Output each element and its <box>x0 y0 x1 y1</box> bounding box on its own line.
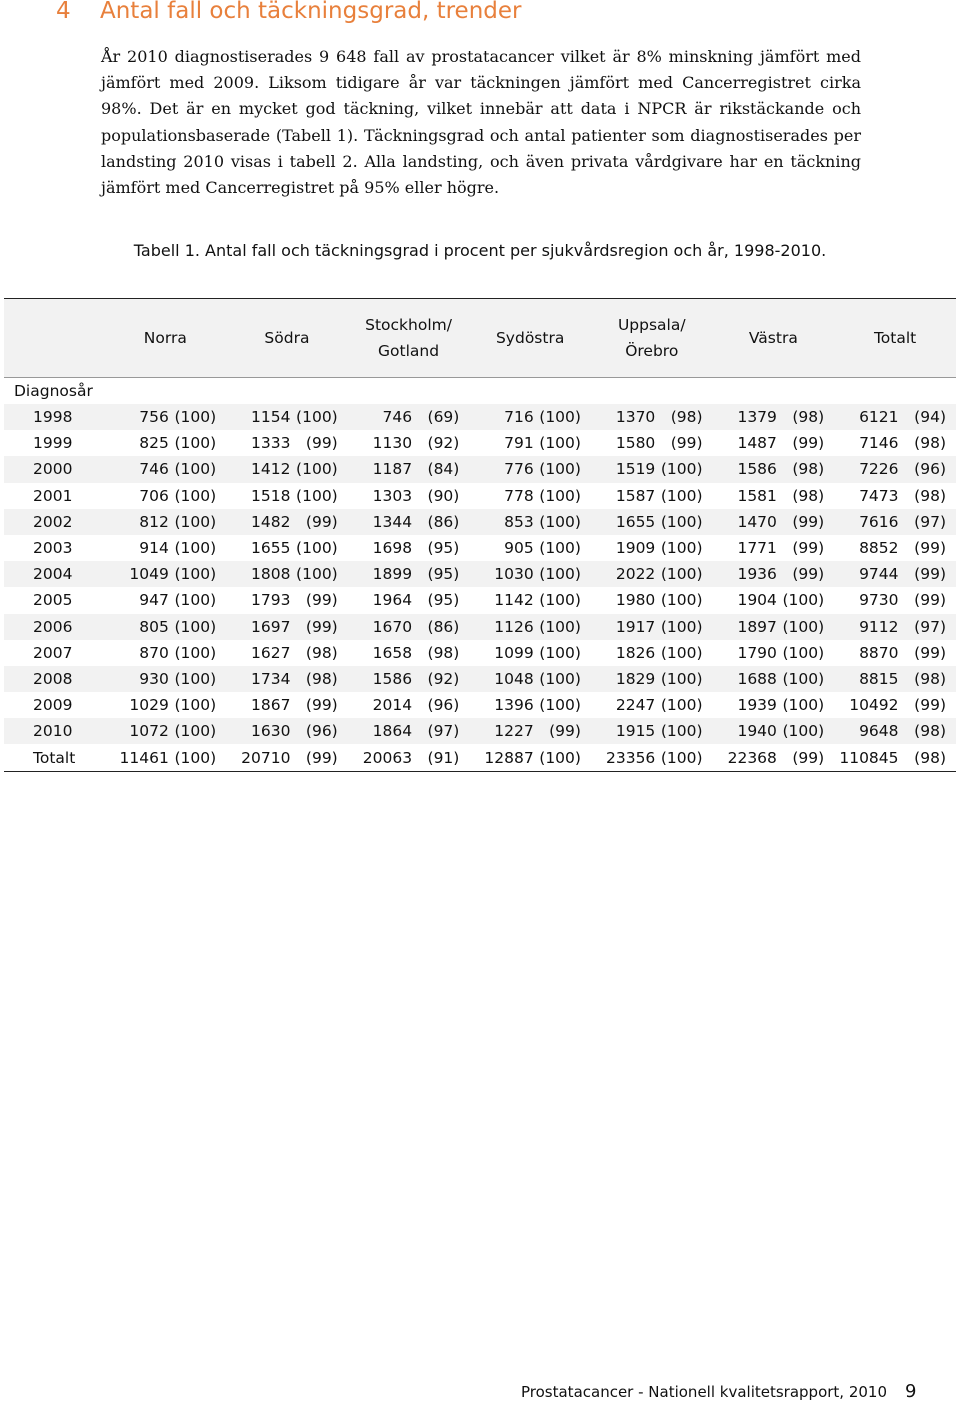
cell-count: 1698 <box>348 535 416 561</box>
cell-count: 1630 <box>226 718 294 744</box>
cell-count: 947 <box>105 587 173 613</box>
cell-count: 1379 <box>713 404 781 430</box>
cell-coverage: (100) <box>659 692 712 718</box>
cell-coverage: (100) <box>781 640 834 666</box>
table-row <box>4 666 956 692</box>
cell-count: 1829 <box>591 666 659 692</box>
cell-coverage: (100) <box>538 614 591 640</box>
footer-text: Prostatacancer - Nationell kvalitetsrapport, 2010 <box>521 1383 888 1401</box>
cell-count: 1072 <box>105 718 173 744</box>
cell-coverage: (100) <box>659 535 712 561</box>
cell-coverage: (95) <box>416 561 469 587</box>
cell-count: 914 <box>105 535 173 561</box>
page-number: 9 <box>905 1381 917 1402</box>
header-corner <box>4 299 105 378</box>
cell-coverage: (100) <box>294 535 347 561</box>
row-label: 2010 <box>4 718 105 744</box>
cell-count: 1697 <box>226 614 294 640</box>
cell-count: 1899 <box>348 561 416 587</box>
table-row <box>4 744 956 771</box>
cell-count: 10492 <box>834 692 902 718</box>
cell-count: 1470 <box>713 509 781 535</box>
cell-count: 1964 <box>348 587 416 613</box>
cell-coverage: (100) <box>781 587 834 613</box>
cell-count: 1518 <box>226 483 294 509</box>
cell-coverage: (100) <box>173 718 226 744</box>
cell-count: 1940 <box>713 718 781 744</box>
cell-coverage: (100) <box>538 561 591 587</box>
row-label: 2005 <box>4 587 105 613</box>
cell-coverage: (99) <box>659 430 712 456</box>
cell-coverage: (98) <box>781 456 834 482</box>
cell-count: 1396 <box>469 692 537 718</box>
row-label: 2001 <box>4 483 105 509</box>
cell-count: 905 <box>469 535 537 561</box>
cell-coverage: (90) <box>416 483 469 509</box>
cell-count: 1586 <box>713 456 781 482</box>
cell-count: 776 <box>469 456 537 482</box>
row-label: 2004 <box>4 561 105 587</box>
cell-count: 1897 <box>713 614 781 640</box>
cell-count: 6121 <box>834 404 902 430</box>
cell-coverage: (100) <box>659 456 712 482</box>
cell-count: 870 <box>105 640 173 666</box>
cell-count: 7473 <box>834 483 902 509</box>
column-header: Stockholm/ Gotland <box>348 299 470 378</box>
cell-coverage: (100) <box>659 614 712 640</box>
cell-coverage: (100) <box>538 640 591 666</box>
cell-count: 746 <box>348 404 416 430</box>
cell-coverage: (100) <box>173 509 226 535</box>
cell-coverage: (98) <box>781 404 834 430</box>
cell-count: 8870 <box>834 640 902 666</box>
section-number: 4 <box>56 0 71 24</box>
cell-count: 20063 <box>348 744 416 771</box>
cell-coverage: (99) <box>781 744 834 771</box>
cell-count: 22368 <box>713 744 781 771</box>
cell-count: 1580 <box>591 430 659 456</box>
cell-count: 1904 <box>713 587 781 613</box>
row-label: 2002 <box>4 509 105 535</box>
cell-count: 1627 <box>226 640 294 666</box>
cell-count: 746 <box>105 456 173 482</box>
cell-coverage: (99) <box>781 430 834 456</box>
cell-coverage: (99) <box>538 718 591 744</box>
row-group-label-row <box>4 378 956 405</box>
row-group-label: Diagnosår <box>14 382 93 400</box>
cell-coverage: (95) <box>416 587 469 613</box>
cell-coverage: (100) <box>173 744 226 771</box>
cell-count: 1370 <box>591 404 659 430</box>
table-row <box>4 692 956 718</box>
section-heading <box>56 0 522 24</box>
cell-coverage: (100) <box>173 535 226 561</box>
cell-count: 110845 <box>834 744 902 771</box>
cell-count: 1412 <box>226 456 294 482</box>
cell-count: 1586 <box>348 666 416 692</box>
cell-count: 805 <box>105 614 173 640</box>
cell-count: 1915 <box>591 718 659 744</box>
cell-coverage: (98) <box>416 640 469 666</box>
cell-coverage: (100) <box>659 561 712 587</box>
cell-coverage: (92) <box>416 430 469 456</box>
row-label: Totalt <box>4 744 105 771</box>
cell-coverage: (100) <box>538 587 591 613</box>
cell-coverage: (100) <box>294 483 347 509</box>
cell-coverage: (100) <box>538 404 591 430</box>
table-caption: Tabell 1. Antal fall och täckningsgrad i procent per sjukvårdsregion och år, 1998-2010. <box>133 241 827 260</box>
column-header: Norra <box>105 299 227 378</box>
cell-count: 2022 <box>591 561 659 587</box>
cell-count: 706 <box>105 483 173 509</box>
cell-coverage: (98) <box>903 430 956 456</box>
cell-coverage: (99) <box>294 692 347 718</box>
table-header-row <box>4 299 956 378</box>
cell-coverage: (99) <box>294 744 347 771</box>
column-header: Uppsala/ Örebro <box>591 299 713 378</box>
cell-coverage: (69) <box>416 404 469 430</box>
cell-count: 9648 <box>834 718 902 744</box>
cell-count: 1344 <box>348 509 416 535</box>
table-row <box>4 718 956 744</box>
cell-coverage: (100) <box>173 614 226 640</box>
table-row <box>4 535 956 561</box>
cell-count: 1771 <box>713 535 781 561</box>
cell-count: 1826 <box>591 640 659 666</box>
row-label: 1998 <box>4 404 105 430</box>
cell-coverage: (98) <box>659 404 712 430</box>
cell-coverage: (100) <box>538 456 591 482</box>
cell-count: 1655 <box>226 535 294 561</box>
cell-count: 7226 <box>834 456 902 482</box>
column-header: Västra <box>713 299 835 378</box>
table-row <box>4 640 956 666</box>
cell-coverage: (100) <box>173 430 226 456</box>
cell-count: 2247 <box>591 692 659 718</box>
cell-coverage: (98) <box>903 718 956 744</box>
cell-count: 716 <box>469 404 537 430</box>
cell-coverage: (100) <box>173 587 226 613</box>
row-label: 2007 <box>4 640 105 666</box>
cell-count: 11461 <box>105 744 173 771</box>
cell-count: 1130 <box>348 430 416 456</box>
cell-coverage: (97) <box>903 614 956 640</box>
cell-count: 1980 <box>591 587 659 613</box>
table-row <box>4 483 956 509</box>
cell-count: 1048 <box>469 666 537 692</box>
cell-coverage: (98) <box>903 483 956 509</box>
cell-count: 1049 <box>105 561 173 587</box>
table-row <box>4 404 956 430</box>
cell-count: 756 <box>105 404 173 430</box>
cell-count: 1909 <box>591 535 659 561</box>
cell-count: 778 <box>469 483 537 509</box>
cell-coverage: (100) <box>173 404 226 430</box>
cell-coverage: (99) <box>903 561 956 587</box>
section-title: Antal fall och täckningsgrad, trender <box>100 0 522 24</box>
row-label: 2006 <box>4 614 105 640</box>
cell-coverage: (100) <box>294 561 347 587</box>
cell-coverage: (99) <box>294 430 347 456</box>
cell-count: 9744 <box>834 561 902 587</box>
cell-count: 1808 <box>226 561 294 587</box>
cell-coverage: (96) <box>294 718 347 744</box>
cell-count: 825 <box>105 430 173 456</box>
cell-coverage: (99) <box>903 587 956 613</box>
cell-coverage: (97) <box>903 509 956 535</box>
cell-count: 1581 <box>713 483 781 509</box>
cell-coverage: (95) <box>416 535 469 561</box>
cell-count: 1142 <box>469 587 537 613</box>
row-label: 2008 <box>4 666 105 692</box>
row-label: 2000 <box>4 456 105 482</box>
cell-count: 1482 <box>226 509 294 535</box>
cell-count: 1936 <box>713 561 781 587</box>
cell-count: 1099 <box>469 640 537 666</box>
cell-count: 1126 <box>469 614 537 640</box>
row-label: 2003 <box>4 535 105 561</box>
cell-coverage: (100) <box>173 561 226 587</box>
cell-coverage: (98) <box>294 666 347 692</box>
cell-coverage: (100) <box>659 718 712 744</box>
cell-coverage: (99) <box>294 614 347 640</box>
cell-count: 930 <box>105 666 173 692</box>
cell-count: 1333 <box>226 430 294 456</box>
cell-coverage: (100) <box>659 666 712 692</box>
cell-coverage: (100) <box>659 483 712 509</box>
cell-count: 1154 <box>226 404 294 430</box>
coverage-table <box>4 298 956 772</box>
cell-count: 1790 <box>713 640 781 666</box>
cell-count: 791 <box>469 430 537 456</box>
cell-coverage: (96) <box>416 692 469 718</box>
cell-coverage: (100) <box>173 692 226 718</box>
table-row <box>4 561 956 587</box>
table-row <box>4 456 956 482</box>
cell-coverage: (100) <box>781 666 834 692</box>
row-label: 1999 <box>4 430 105 456</box>
cell-count: 853 <box>469 509 537 535</box>
cell-count: 7616 <box>834 509 902 535</box>
cell-coverage: (100) <box>659 587 712 613</box>
cell-coverage: (84) <box>416 456 469 482</box>
cell-count: 1029 <box>105 692 173 718</box>
cell-coverage: (100) <box>294 404 347 430</box>
cell-coverage: (100) <box>294 456 347 482</box>
cell-coverage: (100) <box>538 666 591 692</box>
cell-coverage: (99) <box>294 509 347 535</box>
cell-count: 1793 <box>226 587 294 613</box>
cell-count: 1655 <box>591 509 659 535</box>
cell-count: 1303 <box>348 483 416 509</box>
cell-coverage: (91) <box>416 744 469 771</box>
row-label: 2009 <box>4 692 105 718</box>
cell-count: 2014 <box>348 692 416 718</box>
cell-coverage: (92) <box>416 666 469 692</box>
column-header: Södra <box>226 299 348 378</box>
cell-coverage: (100) <box>173 483 226 509</box>
page-footer <box>521 1381 916 1402</box>
cell-count: 812 <box>105 509 173 535</box>
cell-count: 1917 <box>591 614 659 640</box>
table-row <box>4 614 956 640</box>
cell-count: 1227 <box>469 718 537 744</box>
cell-coverage: (99) <box>903 640 956 666</box>
cell-count: 1688 <box>713 666 781 692</box>
cell-coverage: (98) <box>781 483 834 509</box>
cell-count: 12887 <box>469 744 537 771</box>
cell-coverage: (98) <box>903 744 956 771</box>
column-header: Totalt <box>834 299 956 378</box>
cell-coverage: (100) <box>538 692 591 718</box>
cell-coverage: (100) <box>781 692 834 718</box>
cell-count: 1030 <box>469 561 537 587</box>
table-body <box>4 404 956 771</box>
cell-count: 1487 <box>713 430 781 456</box>
cell-coverage: (100) <box>781 614 834 640</box>
table-row <box>4 509 956 535</box>
cell-coverage: (100) <box>538 744 591 771</box>
cell-coverage: (100) <box>781 718 834 744</box>
table-row <box>4 587 956 613</box>
cell-count: 1734 <box>226 666 294 692</box>
cell-coverage: (99) <box>294 587 347 613</box>
cell-count: 1187 <box>348 456 416 482</box>
cell-coverage: (94) <box>903 404 956 430</box>
cell-count: 8815 <box>834 666 902 692</box>
cell-coverage: (86) <box>416 614 469 640</box>
cell-coverage: (100) <box>538 430 591 456</box>
cell-coverage: (98) <box>903 666 956 692</box>
cell-count: 1658 <box>348 640 416 666</box>
cell-coverage: (86) <box>416 509 469 535</box>
cell-count: 1519 <box>591 456 659 482</box>
cell-count: 1864 <box>348 718 416 744</box>
cell-count: 7146 <box>834 430 902 456</box>
cell-coverage: (99) <box>903 535 956 561</box>
cell-coverage: (100) <box>659 744 712 771</box>
cell-coverage: (100) <box>538 509 591 535</box>
cell-coverage: (97) <box>416 718 469 744</box>
cell-count: 1587 <box>591 483 659 509</box>
cell-coverage: (100) <box>173 456 226 482</box>
intro-paragraph: År 2010 diagnostiserades 9 648 fall av prostatacancer vilket är 8% minskning jämfört med jämfört med 2009. Liksom tidigare år var täckningen jämfört med Cancerregistret cirka 98%. Det är en mycket god täckning, vilket innebär att data i NPCR är rikstäckande och populationsbaserade (Tabell 1). Täckningsgrad och antal patienter som diagnostiserades per landsting 2010 visas i tabell 2. Alla landsting, och även privata vårdgivare har en täckning jämfört med Cancerregistret på 95% eller högre. <box>101 47 861 198</box>
cell-coverage: (99) <box>903 692 956 718</box>
cell-coverage: (99) <box>781 561 834 587</box>
cell-count: 23356 <box>591 744 659 771</box>
cell-count: 1867 <box>226 692 294 718</box>
cell-count: 9730 <box>834 587 902 613</box>
cell-coverage: (98) <box>294 640 347 666</box>
cell-count: 20710 <box>226 744 294 771</box>
cell-coverage: (100) <box>538 483 591 509</box>
column-header: Sydöstra <box>469 299 591 378</box>
cell-coverage: (99) <box>781 509 834 535</box>
cell-coverage: (100) <box>659 509 712 535</box>
cell-coverage: (99) <box>781 535 834 561</box>
cell-coverage: (100) <box>173 666 226 692</box>
cell-coverage: (96) <box>903 456 956 482</box>
table-row <box>4 430 956 456</box>
cell-count: 1670 <box>348 614 416 640</box>
cell-coverage: (100) <box>659 640 712 666</box>
cell-coverage: (100) <box>538 535 591 561</box>
cell-count: 9112 <box>834 614 902 640</box>
cell-count: 8852 <box>834 535 902 561</box>
cell-count: 1939 <box>713 692 781 718</box>
cell-coverage: (100) <box>173 640 226 666</box>
